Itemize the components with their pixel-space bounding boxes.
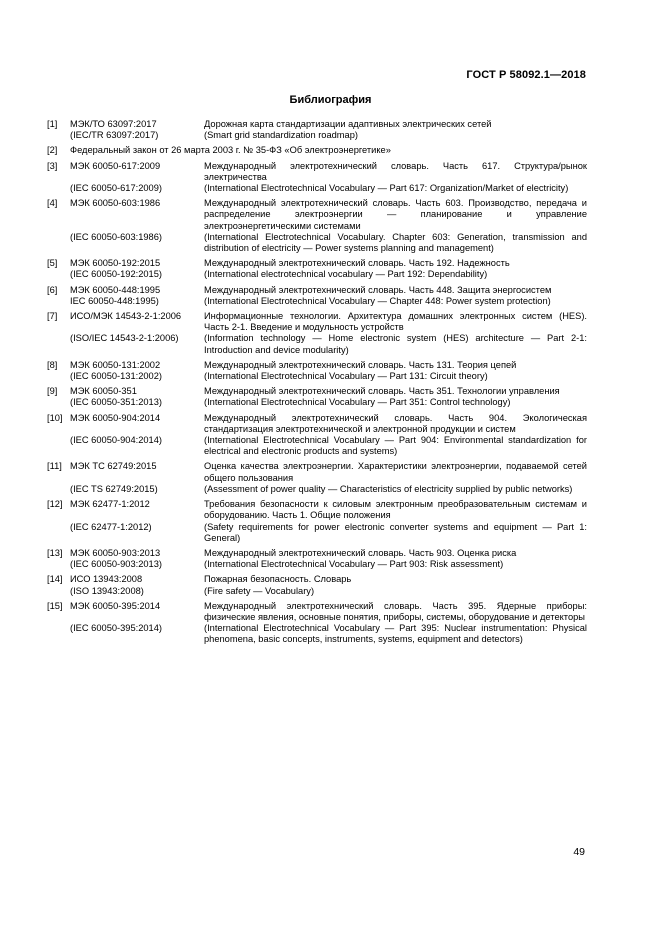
entry-number: [3] [47,160,58,171]
bibliography-entry [47,198,587,254]
bibliography-entry [47,548,587,570]
bibliography-entry [47,311,587,356]
entry-text: (Smart grid standardization roadmap) [204,130,358,141]
entry-text: Оценка качества электроэнергии. Характеристики электроэнергии, подаваемой сетей общего пользования [204,461,587,483]
entry-text: (International Electrotechnical Vocabulary — Part 131: Circuit theory) [204,371,488,382]
entry-text: (Assessment of power quality — Characteristics of electricity supplied by public networks) [204,483,573,494]
entry-number: [8] [47,359,58,370]
entry-number: [7] [47,311,58,322]
bibliography-entry [47,119,587,141]
entry-code: (IEC 60050-904:2014) [70,435,162,446]
entry-text: Международный электротехнический словарь. Часть 617. Структура/рынок электричества [204,160,587,182]
entry-text: (Fire safety — Vocabulary) [204,585,315,596]
entry-number: [14] [47,574,63,585]
entry-text: (Information technology — Home electronic system (HES) architecture — Part 2-1: Introduction and device modularity) [204,333,587,355]
bibliography-entry [47,161,587,195]
entry-text: Международный электротехнический словарь. Часть 903. Оценка риска [204,547,517,558]
entry-code: ИСО 13943:2008 [70,574,143,585]
entry-number: [11] [47,461,62,472]
entry-number: [6] [47,284,58,295]
entry-code: (ISO 13943:2008) [70,585,144,596]
bibliography-entry [47,360,587,382]
entry-text: (International Electrotechnical Vocabulary — Part 351: Control technology) [204,397,511,408]
entry-number: [12] [47,499,63,510]
entry-code: МЭК 62477-1:2012 [70,499,150,510]
entry-number: [4] [47,198,58,209]
entry-code: МЭК 60050-192:2015 [70,258,161,269]
entry-code: (ISO/IEC 14543-2-1:2006) [70,333,179,344]
entry-text: Международный электротехнический словарь. Часть 351. Технологии управления [204,386,560,397]
entry-number: [1] [47,119,58,129]
entry-text: (International Electrotechnical Vocabulary — Part 904: Environmental standardization for electrical and electronic products and systems) [204,435,587,457]
entry-text: (International Electrotechnical Vocabulary — Part 617: Organization/Market of electricity) [204,183,569,194]
entry-code: (IEC 60050-617:2009) [70,183,162,194]
entry-text: (Safety requirements for power electronic converter systems and equipment — Part 1: General) [204,521,587,543]
entry-number: [2] [47,145,58,156]
entry-text: Требования безопасности к силовым электронным преобразовательным системам и оборудованию. Часть 1. Общие положения [204,499,587,521]
document-header: ГОСТ Р 58092.1—2018 [466,69,586,81]
entry-text: Международный электротехнический словарь. Часть 904. Экологическая стандартизация электротехнической и электронной продукции и систем [204,412,587,434]
entry-code: МЭК 60050-131:2002 [70,359,161,370]
entry-number: [10] [47,412,63,423]
entry-code: (IEC 60050-192:2015) [70,269,162,280]
entry-code: МЭК 60050-603:1986 [70,198,161,209]
page-number: 49 [573,846,585,858]
entry-code: (IEC 60050-131:2002) [70,371,162,382]
entry-code: ИСО/МЭК 14543-2-1:2006 [70,311,182,322]
bibliography-entry [47,285,587,307]
entry-text: (International electrotechnical vocabulary — Part 192: Dependability) [204,269,488,280]
entry-code: (IEC/TR 63097:2017) [70,130,159,141]
entry-code: МЭК 60050-351 [70,386,137,397]
entry-code: (IEC TS 62749:2015) [70,483,158,494]
entry-text: (International Electrotechnical Vocabulary — Part 395: Nuclear instrumentation: Physical phenomena, basic concepts, instruments, systems, equipment and detectors) [204,623,587,645]
entry-code: (IEC 62477-1:2012) [70,521,152,532]
bibliography-entry [47,258,587,280]
bibliography-entry [47,499,587,544]
entry-number: [9] [47,386,58,397]
entry-text: Международный электротехнический словарь. Часть 395. Ядерные приборы: физические явления, основные понятия, приборы, системы, оборудование и детекторы [204,600,587,622]
entry-code: МЭК 60050-448:1995 [70,284,161,295]
entry-text: Дорожная карта стандартизации адаптивных электрических сетей [204,119,492,129]
bibliography-entry [47,574,587,596]
entry-text: Пожарная безопасность. Словарь [204,574,352,585]
entry-code: МЭК 60050-903:2013 [70,547,161,558]
bibliography-entry [47,461,587,495]
bibliography-entry [47,601,587,646]
entry-number: [15] [47,600,63,611]
entry-number: [5] [47,258,58,269]
entry-text: Информационные технологии. Архитектура домашних электронных систем (HES). Часть 2-1. Введение и модульность устройств [204,311,587,333]
entry-code: МЭК 60050-617:2009 [70,160,161,171]
entry-text: Федеральный закон от 26 марта 2003 г. № 35-ФЗ «Об электроэнергетике» [70,145,391,156]
bibliography-entry [47,413,587,458]
entry-code: (IEC 60050-903:2013) [70,559,162,570]
entry-code: (IEC 60050-351:2013) [70,397,162,408]
entry-text: Международный электротехнический словарь. Часть 192. Надежность [204,258,510,269]
section-title: Библиография [289,94,372,106]
entry-text: (International Electrotechnical Vocabulary — Part 903: Risk assessment) [204,559,504,570]
entry-text: (International Electrotechnical Vocabulary. Chapter 603: Generation, transmission and distribution of electricity — Power systems planning and management) [204,231,587,254]
entry-number: [13] [47,547,63,558]
entry-text: Международный электротехнический словарь. Часть 603. Производство, передача и распределение электроэнергии — планирование и управление электроэнергетическими системами [204,198,587,231]
entry-code: МЭК 60050-395:2014 [70,600,161,611]
entry-text: Международный электротехнический словарь. Часть 448. Защита энергосистем [204,284,552,295]
entry-code: (IEC 60050-603:1986) [70,231,162,242]
entry-code: МЭК 60050-904:2014 [70,412,161,423]
entry-text: Международный электротехнический словарь. Часть 131. Теория цепей [204,359,517,370]
bibliography-list [47,119,587,650]
bibliography-entry [47,145,587,156]
entry-code: IEC 60050-448:1995) [70,295,159,306]
bibliography-entry [47,386,587,408]
entry-text: (International Electrotechnical Vocabulary — Chapter 448: Power system protection) [204,295,551,306]
entry-code: (IEC 60050-395:2014) [70,623,162,634]
entry-code: МЭК/ТО 63097:2017 [70,119,157,129]
entry-code: МЭК ТС 62749:2015 [70,461,157,472]
